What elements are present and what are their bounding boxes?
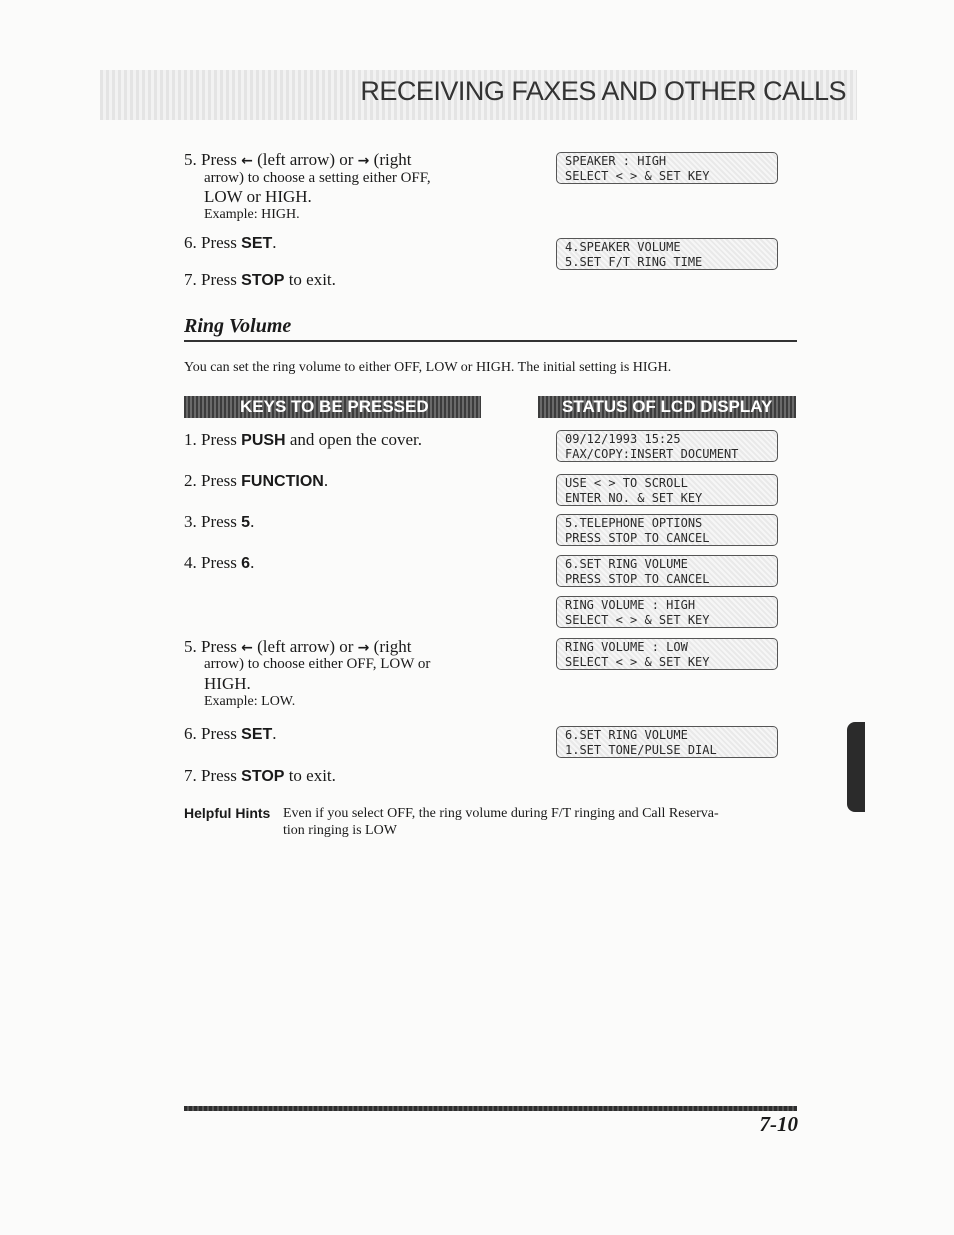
- step-4-key: 6: [241, 555, 251, 572]
- top-step-7-post: to exit.: [288, 270, 336, 289]
- step-3-key: 5: [241, 514, 251, 531]
- top-step-5-line2: arrow) to choose a setting either OFF,: [204, 170, 431, 186]
- lcd-line: SELECT < > & SET KEY: [565, 169, 710, 183]
- lcd-line: USE < > TO SCROLL: [565, 476, 688, 490]
- lcd-display: [556, 152, 778, 184]
- lcd-line: PRESS STOP TO CANCEL: [565, 531, 710, 545]
- lcd-display: [556, 238, 778, 270]
- step-4-pre: 4. Press: [184, 553, 237, 572]
- step-5: [184, 637, 411, 658]
- lcd-line: 4.SPEAKER VOLUME: [565, 240, 681, 254]
- lcd-display: [556, 726, 778, 758]
- section-title: Ring Volume: [184, 315, 292, 337]
- step-5-line2: arrow) to choose either OFF, LOW or: [204, 656, 431, 672]
- footer-rule: [184, 1106, 797, 1111]
- step-3: [184, 512, 254, 532]
- step-6-key: SET: [241, 726, 273, 743]
- lcd-line: RING VOLUME : LOW: [565, 640, 688, 654]
- lcd-line: 5.SET F/T RING TIME: [565, 255, 703, 269]
- top-step-6-pre: 6. Press: [184, 233, 237, 252]
- top-step-6-key: SET: [241, 235, 273, 252]
- lcd-line: 6.SET RING VOLUME: [565, 728, 688, 742]
- step-1-pre: 1. Press: [184, 430, 237, 449]
- step-7-post: to exit.: [288, 766, 336, 785]
- top-step-7-pre: 7. Press: [184, 270, 237, 289]
- top-step-5-line3: LOW or HIGH.: [204, 187, 312, 206]
- step-7-pre: 7. Press: [184, 766, 237, 785]
- step-7: [184, 766, 336, 786]
- step-1-post: and open the cover.: [289, 430, 423, 449]
- step-5-line3: HIGH.: [204, 674, 251, 693]
- step-5-mid: (left arrow) or: [257, 637, 354, 656]
- lcd-line: 5.TELEPHONE OPTIONS: [565, 516, 703, 530]
- hints-text: [283, 805, 793, 839]
- lcd-line: 1.SET TONE/PULSE DIAL: [565, 743, 717, 757]
- step-5-post: (right: [373, 637, 412, 656]
- chapter-side-tab: [847, 722, 865, 812]
- lcd-line: SPEAKER : HIGH: [565, 154, 667, 168]
- step-3-post: .: [250, 512, 255, 531]
- status-banner: STATUS OF LCD DISPLAY: [538, 396, 796, 418]
- left-arrow-icon: ←: [241, 153, 253, 169]
- step-7-key: STOP: [241, 768, 285, 785]
- top-step-5: [184, 150, 411, 171]
- top-step-5-mid: (left arrow) or: [257, 150, 354, 169]
- lcd-line: FAX/COPY:INSERT DOCUMENT: [565, 447, 739, 461]
- lcd-line: SELECT < > & SET KEY: [565, 655, 710, 669]
- page-number: 7-10: [759, 1112, 798, 1136]
- step-3-pre: 3. Press: [184, 512, 237, 531]
- lcd-display: [556, 430, 778, 462]
- step-1: [184, 430, 422, 450]
- left-arrow-icon: ←: [241, 640, 253, 656]
- lcd-display: [556, 474, 778, 506]
- page-header-title: RECEIVING FAXES AND OTHER CALLS: [360, 76, 846, 106]
- step-4: [184, 553, 254, 573]
- lcd-display: [556, 514, 778, 546]
- step-6-pre: 6. Press: [184, 724, 237, 743]
- hints-line: tion ringing is LOW: [283, 823, 397, 838]
- step-5-pre: 5. Press: [184, 637, 237, 656]
- right-arrow-icon: →: [357, 640, 370, 656]
- lcd-line: 09/12/1993 15:25: [565, 432, 681, 446]
- step-2: [184, 471, 328, 491]
- hints-label: Helpful Hints: [184, 805, 271, 821]
- section-rule: [184, 340, 797, 342]
- hints-line: Even if you select OFF, the ring volume during F/T ringing and Call Reserva-: [283, 806, 719, 821]
- lcd-line: PRESS STOP TO CANCEL: [565, 572, 710, 586]
- top-step-5-pre: 5. Press: [184, 150, 237, 169]
- top-step-7: [184, 270, 336, 290]
- step-4-post: .: [250, 553, 255, 572]
- top-step-6: [184, 233, 277, 253]
- keys-banner: KEYS TO BE PRESSED: [184, 396, 481, 418]
- section-intro: You can set the ring volume to either OFF, LOW or HIGH. The initial setting is HIGH.: [184, 360, 672, 375]
- step-2-key: FUNCTION: [241, 473, 324, 490]
- step-5-example: Example: LOW.: [204, 694, 296, 709]
- step-2-pre: 2. Press: [184, 471, 237, 490]
- top-step-7-key: STOP: [241, 272, 285, 289]
- step-2-post: .: [323, 471, 329, 490]
- top-step-6-post: .: [272, 233, 277, 252]
- step-1-key: PUSH: [241, 432, 286, 449]
- lcd-line: SELECT < > & SET KEY: [565, 613, 710, 627]
- lcd-display: [556, 638, 778, 670]
- lcd-display: [556, 596, 778, 628]
- top-step-5-example: Example: HIGH.: [204, 207, 300, 222]
- right-arrow-icon: →: [357, 153, 370, 169]
- lcd-line: 6.SET RING VOLUME: [565, 557, 688, 571]
- top-step-5-post: (right: [373, 150, 412, 169]
- step-6-post: .: [272, 724, 277, 743]
- lcd-line: ENTER NO. & SET KEY: [565, 491, 703, 505]
- step-6: [184, 724, 277, 744]
- lcd-line: RING VOLUME : HIGH: [565, 598, 696, 612]
- lcd-display: [556, 555, 778, 587]
